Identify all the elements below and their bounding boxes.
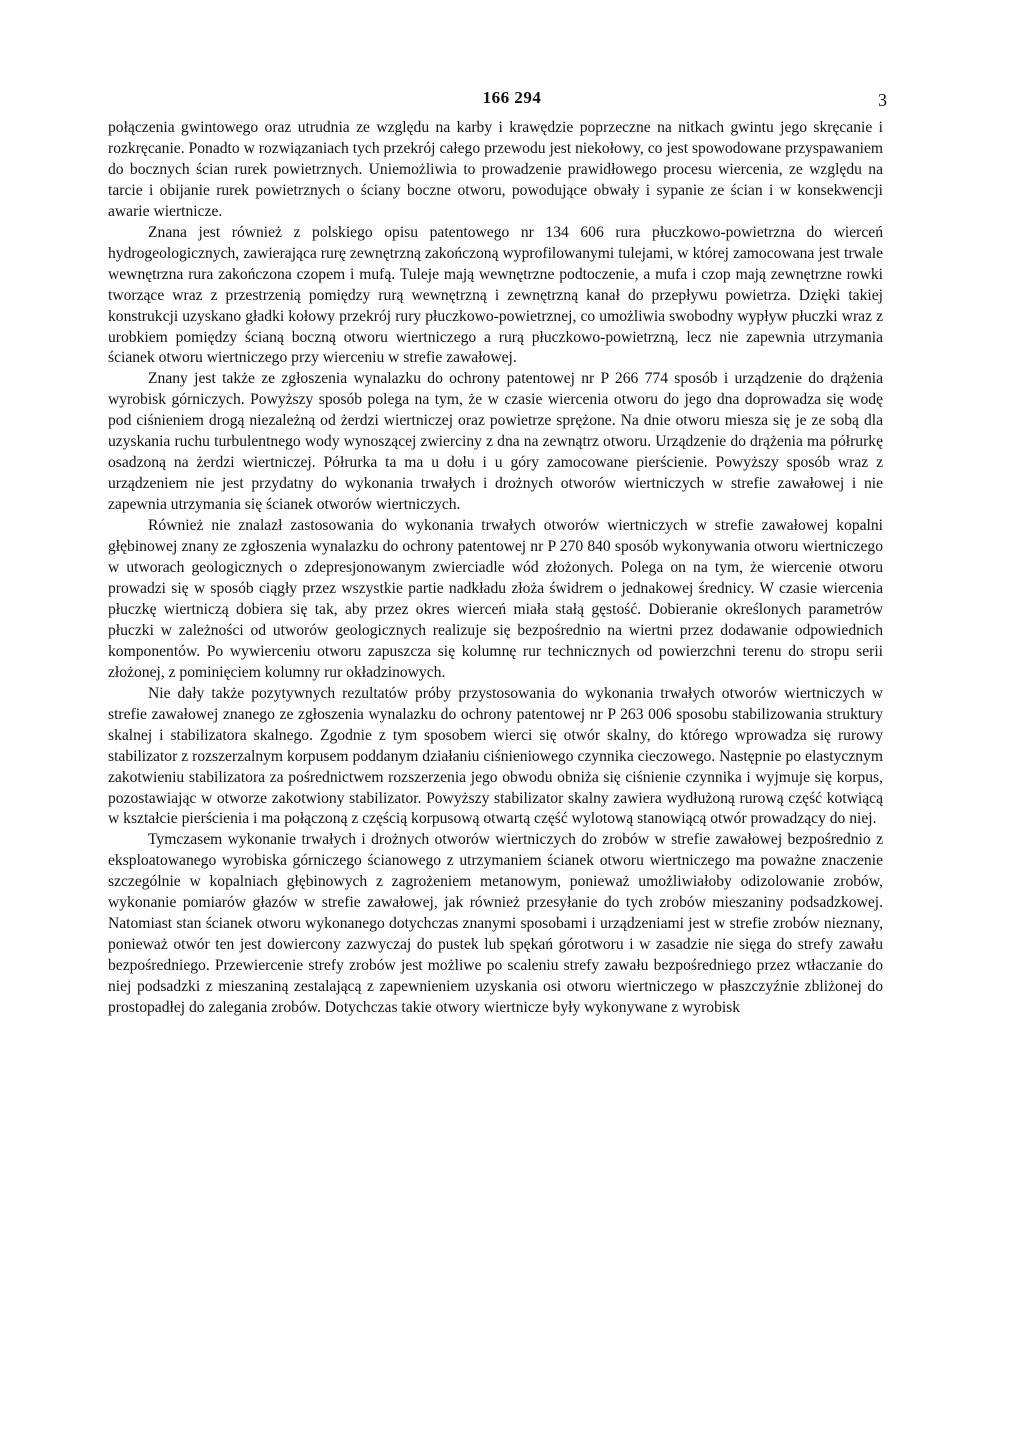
paragraph: Tymczasem wykonanie trwałych i drożnych otworów wiertniczych do zrobów w strefie zawałowej bezpośrednio z eksploatowanego wyrobiska górniczego ścianowego z utrzymaniem ścianek otworu wiertniczego ma poważne znaczenie szczególnie w kopalniach głębinowych z zagrożeniem metanowym, ponieważ umożliwiałoby odizolowanie zrobów, wykonanie pomiarów głazów w strefie zawałowej, jak również przesyłanie do tych zrobów mieszaniny podsadzkowej. Natomiast stan ścianek otworu wykonanego dotychczas znanymi sposobami i urządzeniami jest w strefie zrobów nieznany, ponieważ otwór ten jest dowiercony zazwyczaj do pustek lub spękań górotworu i w zasadzie nie sięga do strefy zawału bezpośredniego. Przewiercenie strefy zrobów jest możliwe po scaleniu strefy zawału bezpośredniego przez wtłaczanie do niej podsadzki z mieszaniną zestalającą z zapewnieniem uzyskania osi otworu wiertniczego w płaszczyźnie zbliżonej do prostopadłej do zalegania zrobów. Dotychczas takie otwory wiertnicze były wykonywane z wyrobisk (108, 831, 883, 1017)
paragraph: Również nie znalazł zastosowania do wykonania trwałych otworów wiertniczych w strefie zawałowej kopalni głębinowej znany ze zgłoszenia wynalazku do ochrony patentowej nr P 270 840 sposób wykonywania otworu wiertniczego w utworach geologicznych o zdepresjonowanym zwierciadle wód złożonych. Polega on na tym, że wiercenie otworu prowadzi się w sposób ciągły przez wszystkie partie nadkładu złoża świdrem o jednakowej średnicy. W czasie wiercenia płuczkę wiertniczą dobiera się tak, aby przez okres wierceń miała stałą gęstość. Dobieranie określonych parametrów płuczki w zależności od utworów geologicznych realizuje się bezpośrednio na wiertni przez dodawanie odpowiednich komponentów. Po wywierceniu otworu zapuszcza się kolumnę rur technicznych od powierzchni terenu do stropu serii złożonej, z pominięciem kolumny rur okładzinowych. (108, 517, 883, 681)
paragraph: Nie dały także pozytywnych rezultatów próby przystosowania do wykonania trwałych otworów wiertniczych w strefie zawałowej znanego ze zgłoszenia wynalazku do ochrony patentowej nr P 263 006 sposobu stabilizowania struktury skalnej i stabilizatora skalnego. Zgodnie z tym sposobem wierci się otwór skalny, do którego wprowadza się rurowy stabilizator z rozszerzalnym korpusem poddanym działaniu ciśnieniowego czynnika cieczowego. Następnie po elastycznym zakotwieniu stabilizatora za pośrednictwem rozszerzenia jego obwodu obniża się ciśnienie czynnika i wyjmuje się korpus, pozostawiając w otworze zakotwiony stabilizator. Powyższy stabilizator skalny zawiera wydłużoną rurową część kotwiącą w kształcie pierścienia i ma połączoną z częścią korpusową otwartą część wylotową stanowiącą otwór prowadzący do niej. (108, 684, 883, 828)
page-header (0, 88, 1024, 112)
page-number: 3 (878, 90, 887, 110)
patent-number: 166 294 (482, 88, 542, 107)
document-body (108, 118, 883, 1019)
paragraph: Znana jest również z polskiego opisu patentowego nr 134 606 rura płuczkowo-powietrzna do wierceń hydrogeologicznych, zawierająca rurę zewnętrzną zakończoną wyprofilowanymi tulejami, w której zamocowana jest trwale wewnętrzna rura zakończona czopem i mufą. Tuleje mają wewnętrzne podtoczenie, a mufa i czop mają zewnętrzne rowki tworzące wraz z przestrzenią pomiędzy rurą wewnętrzną i zewnętrzną kanał do przepływu powietrza. Dzięki takiej konstrukcji uzyskano gładki kołowy przekrój rury płuczkowo-powietrznej, co umożliwia swobodny wypływ płuczki wraz z urobkiem pomiędzy ścianą boczną otworu wiertniczego a rurą płuczkowo-powietrzną, lecz nie zapewnia utrzymania ścianek otworu wiertniczego przy wierceniu w strefie zawałowej. (108, 223, 883, 367)
paragraph: Znany jest także ze zgłoszenia wynalazku do ochrony patentowej nr P 266 774 sposób i urządzenie do drążenia wyrobisk górniczych. Powyższy sposób polega na tym, że w czasie wiercenia otworu do jego dna doprowadza się wodę pod ciśnieniem drogą niezależną od żerdzi wiertniczej oraz powietrze sprężone. Na dnie otworu miesza się je ze sobą dla uzyskania ruchu turbulentnego wody wynoszącej zwierciny z dna na zewnątrz otworu. Urządzenie do drążenia ma półrurkę osadzoną na żerdzi wiertniczej. Półrurka ta ma u dołu i u góry zamocowane pierścienie. Powyższy sposób wraz z urządzeniem nie jest przydatny do wykonania trwałych i drożnych otworów wiertniczych w strefie zawałowej i nie zapewnia utrzymania się ścianek otworów wiertniczych. (108, 370, 883, 514)
paragraph-continuation: połączenia gwintowego oraz utrudnia ze względu na karby i krawędzie poprzeczne na nitkach gwintu jego skręcanie i rozkręcanie. Ponadto w rozwiązaniach tych przekrój całego przewodu jest niekołowy, co jest spowodowane przyspawaniem do bocznych ścian rurek powietrznych. Uniemożliwia to prowadzenie prawidłowego procesu wiercenia, ze względu na tarcie i obijanie rurek powietrznych o ściany boczne otworu, powodujące obwały i sypanie ze ścian i w konsekwencji awarie wiertnicze. (108, 119, 883, 220)
